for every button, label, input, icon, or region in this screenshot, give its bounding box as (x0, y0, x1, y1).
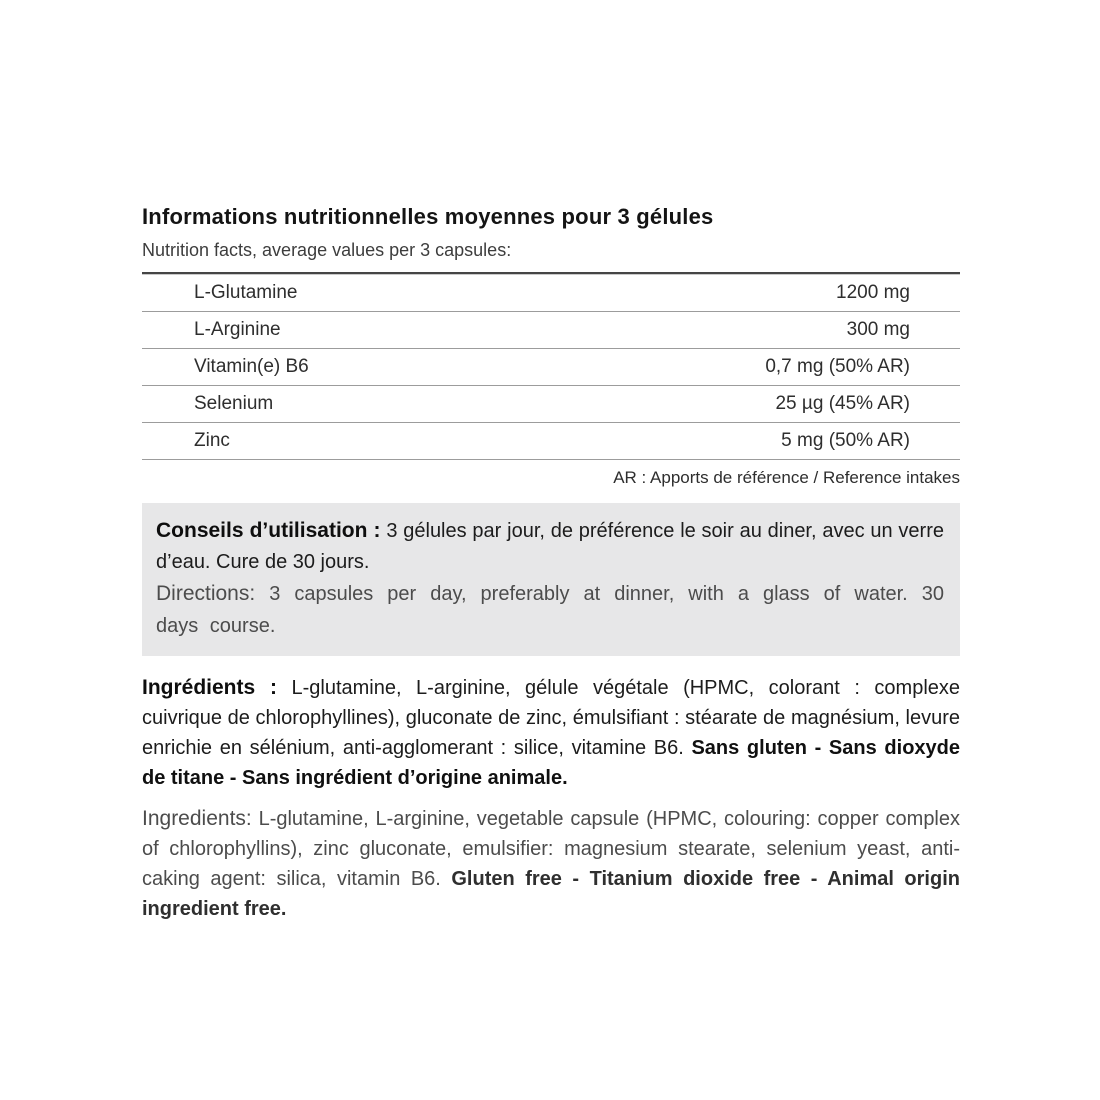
nutrient-name: L-Glutamine (194, 282, 298, 303)
nutrient-name: Zinc (194, 430, 230, 451)
table-row (142, 423, 960, 460)
nutrient-value: 1200 mg (836, 282, 910, 303)
directions-box (142, 503, 960, 656)
nutrient-value: 300 mg (846, 319, 910, 340)
nutrient-name: Vitamin(e) B6 (194, 356, 309, 377)
reference-intakes-note: AR : Apports de référence / Reference intakes (613, 468, 960, 487)
directions-fr-label: Conseils d’utilisation : (156, 519, 381, 542)
ingredients-fr-text: L-glutamine, L-arginine, gélule végétale (HPMC, colorant : complexe cuivrique de chlorophyllines), gluconate de zinc, émulsifiant : stéarate de magnésium, levure enrichie en sélénium, anti-agglomerant : silice, vitamine B6. (142, 677, 961, 759)
directions-en-label: Directions: (156, 582, 256, 605)
ingredients-en (142, 804, 960, 924)
directions-fr-text: 3 gélules par jour, de préférence le soir au diner, avec un verre d’eau. Cure de 30 jours. (156, 520, 945, 573)
table-row (142, 349, 960, 386)
ingredients-en-claims: Gluten free - Titanium dioxide free - Animal origin ingredient free. (142, 868, 960, 920)
nutrient-value: 25 µg (45% AR) (775, 393, 910, 414)
directions-en (156, 578, 944, 642)
ingredients-fr-claims: Sans gluten - Sans dioxyde de titane - Sans ingrédient d’origine animale. (142, 737, 960, 789)
ingredients-fr (142, 673, 960, 793)
table-row (142, 386, 960, 423)
ingredients-fr-label: Ingrédients : (142, 676, 277, 699)
page-subtitle: Nutrition facts, average values per 3 capsules: (142, 240, 512, 260)
nutrient-value: 5 mg (50% AR) (781, 430, 910, 451)
nutrient-value: 0,7 mg (50% AR) (765, 356, 910, 377)
page-title: Informations nutritionnelles moyennes pour 3 gélules (142, 204, 714, 229)
table-row (142, 312, 960, 349)
directions-en-text: 3 capsules per day, preferably at dinner, with a glass of water. 30 days course. (156, 583, 944, 637)
ingredients-en-text: L-glutamine, L-arginine, vegetable capsule (HPMC, colouring: copper complex of chlorophyllins), zinc gluconate, emulsifier: magnesium stearate, selenium yeast, anti-caking agent: silica, vitamin B6. (142, 808, 961, 890)
table-row (142, 275, 960, 312)
ingredients-en-label: Ingredients: (142, 807, 252, 830)
nutrition-label (142, 204, 960, 924)
nutrition-table (142, 275, 960, 460)
nutrient-name: L-Arginine (194, 319, 281, 340)
nutrient-name: Selenium (194, 393, 274, 414)
directions-fr (156, 515, 944, 578)
